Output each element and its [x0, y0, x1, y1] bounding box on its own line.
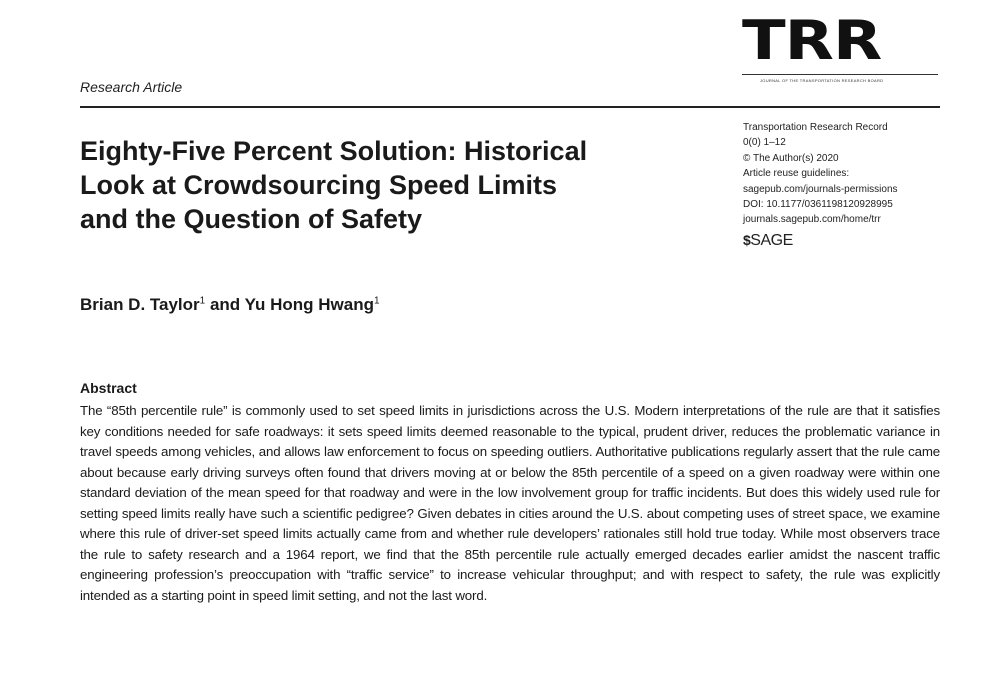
header-divider — [80, 106, 940, 108]
title-line-2: Look at Crowdsourcing Speed Limits — [80, 170, 558, 200]
reuse-link[interactable]: sagepub.com/journals-permissions — [743, 183, 898, 195]
journal-url[interactable]: journals.sagepub.com/home/trr — [743, 214, 881, 226]
author-affiliation: 1 — [199, 295, 206, 307]
doi[interactable]: DOI: 10.1177/0361198120928995 — [743, 199, 893, 211]
logo-text: TRR — [742, 9, 882, 73]
publisher-logo — [743, 230, 943, 251]
article-title — [80, 134, 700, 236]
abstract-heading: Abstract — [80, 380, 137, 396]
abstract-text: The “85th percentile rule” is commonly used to set speed limits in jurisdictions across the U.S. Modern interpretations of the rule are that it satisfies key conditions needed for safe roadways: it sets speed limits deemed reasonable to the typical, prudent driver, reduces the problematic variance in travel speeds among vehicles, and allows law enforcement to focus on speeding outliers. Authoritative publications regularly assert that the rule came about because early driving surveys often found that drivers moving at or below the 85th percentile of a speed on a given roadway were within one standard deviation of the mean speed for that roadway and were in the low involvement group for traffic incidents. But does this widely used rule for setting speed limits really have such a scientific pedigree? Given debates in cities around the U.S. about competing uses of street space, we examine where this rule of driver-set speed limits actually came from and whether rule developers’ rationales still hold true today. While most observers trace the rule to safety research and a 1964 report, we find that the 85th percentile rule actually emerged decades earlier amidst the nascent traffic engineering profession’s preoccupation with “traffic service” to increase vehicular throughput; and with respect to safety, the rule was explicitly intended as a starting point in speed limit setting, and not the last word. — [80, 403, 940, 603]
title-line-3: and the Question of Safety — [80, 204, 423, 234]
author-affiliation: 1 — [373, 295, 380, 307]
author-name: Yu Hong Hwang — [244, 295, 374, 314]
title-line-1: Eighty-Five Percent Solution: Historical — [80, 136, 588, 166]
reuse-label: Article reuse guidelines: — [743, 168, 850, 180]
publication-meta — [743, 120, 943, 251]
sage-icon: $ — [743, 231, 751, 248]
article-type: Research Article — [80, 79, 183, 95]
logo-rule — [742, 74, 938, 75]
logo-subtitle: JOURNAL OF THE TRANSPORTATION RESEARCH BOARD — [760, 78, 884, 83]
author-name: Brian D. Taylor — [80, 295, 200, 314]
author-separator: and — [205, 295, 245, 314]
author-list — [80, 295, 380, 315]
journal-name: Transportation Research Record — [743, 122, 888, 133]
issue-pages: 0(0) 1–12 — [743, 137, 786, 149]
publisher-name: SAGE — [750, 231, 793, 249]
copyright: © The Author(s) 2020 — [743, 152, 839, 164]
journal-logo — [742, 9, 938, 90]
